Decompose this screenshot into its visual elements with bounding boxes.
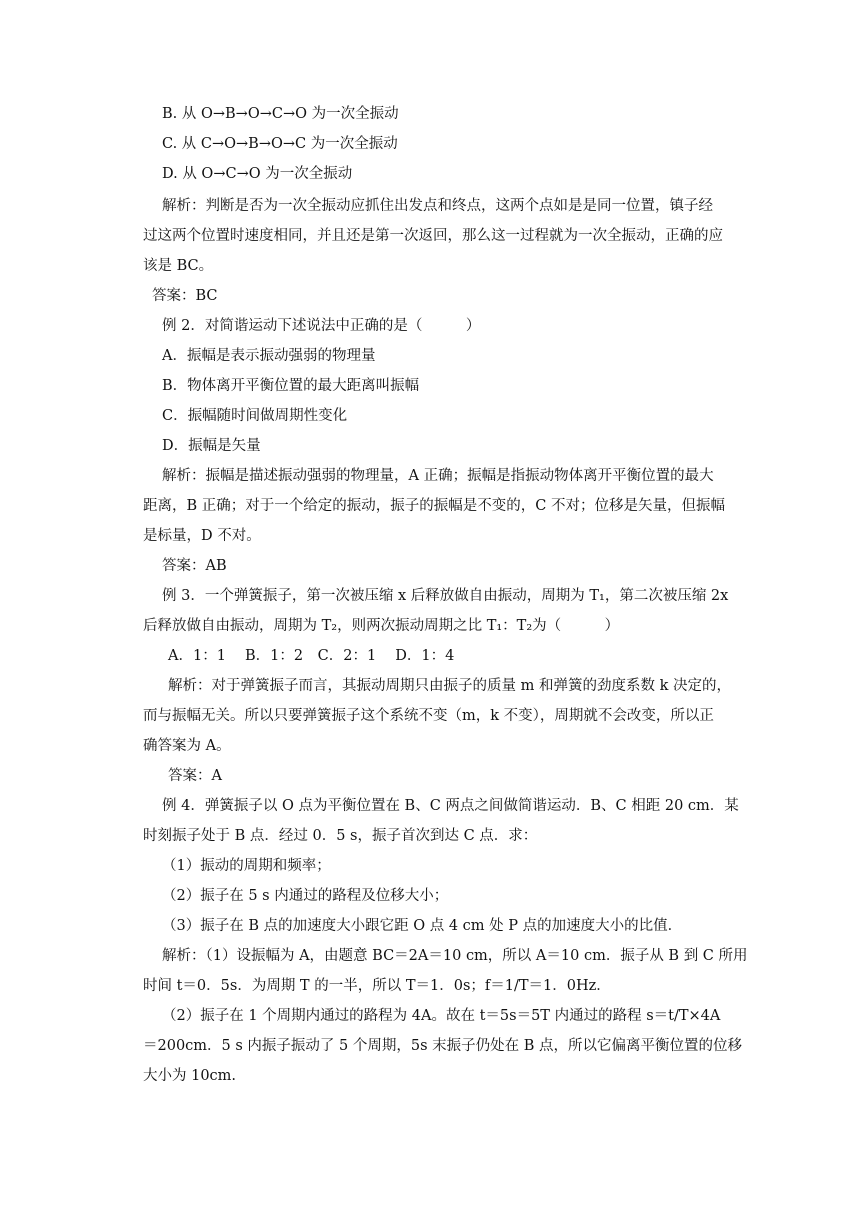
text-line: 过这两个位置时速度相同，并且还是第一次返回，那么这一过程就为一次全振动，正确的应 [143, 228, 723, 244]
text-line: 例 4．弹簧振子以 O 点为平衡位置在 B、C 两点之间做简谐运动．B、C 相距 20 cm．某 [162, 798, 739, 814]
text-line: 例 3．一个弹簧振子，第一次被压缩 x 后释放做自由振动，周期为 T₁，第二次被压缩 2x [162, 588, 729, 604]
text-line: 解析：振幅是描述振动强弱的物理量，A 正确；振幅是指振动物体离开平衡位置的最大 [162, 468, 714, 484]
text-line: 答案：AB [162, 558, 227, 574]
text-line: 答案：A [168, 768, 222, 784]
text-line: B．物体离开平衡位置的最大距离叫振幅 [162, 378, 420, 394]
text-line: D．振幅是矢量 [162, 438, 261, 454]
text-line: （2）振子在 1 个周期内通过的路程为 4A。故在 t＝5s＝5T 内通过的路程 s＝t/T×4A [162, 1008, 721, 1024]
text-line: 距离，B 正确；对于一个给定的振动，振子的振幅是不变的，C 不对；位移是矢量，但振幅 [143, 498, 725, 514]
text-line: 是标量，D 不对。 [143, 528, 261, 544]
text-line: 解析：（1）设振幅为 A，由题意 BC＝2A＝10 cm，所以 A＝10 cm．振子从 B 到 C 所用 [162, 948, 748, 964]
text-line: 解析：判断是否为一次全振动应抓住出发点和终点，这两个点如是是同一位置，镇子经 [162, 198, 713, 214]
text-line: （3）振子在 B 点的加速度大小跟它距 O 点 4 cm 处 P 点的加速度大小的比值． [162, 918, 683, 934]
text-line: C. 从 C→O→B→O→C 为一次全振动 [162, 136, 398, 152]
text-line: B. 从 O→B→O→C→O 为一次全振动 [162, 106, 399, 122]
text-line: A．振幅是表示振动强弱的物理量 [162, 348, 376, 364]
text-line: 答案：BC [152, 288, 218, 304]
text-line: 时刻振子处于 B 点．经过 0．5 s，振子首次到达 C 点．求： [143, 828, 538, 844]
text-line: D. 从 O→C→O 为一次全振动 [162, 166, 353, 182]
text-line: C．振幅随时间做周期性变化 [162, 408, 348, 424]
text-line: 解析：对于弹簧振子而言，其振动周期只由振子的质量 m 和弹簧的劲度系数 k 决定的， [168, 678, 731, 694]
text-line: A．1：1 B．1：2 C．2：1 D．1：4 [168, 648, 455, 664]
text-line: （2）振子在 5 s 内通过的路程及位移大小； [162, 888, 449, 904]
text-line: 时间 t＝0．5s．为周期 T 的一半，所以 T＝1．0s；f＝1/T＝1．0Hz． [143, 978, 611, 994]
text-line: 后释放做自由振动，周期为 T₂，则两次振动周期之比 T₁：T₂为（ ） [143, 618, 620, 634]
text-line: 确答案为 A。 [143, 738, 231, 754]
text-line: 而与振幅无关。所以只要弹簧振子这个系统不变（m，k 不变），周期就不会改变，所以正 [143, 708, 714, 724]
text-line: 例 2．对简谐运动下述说法中正确的是（ ） [162, 318, 481, 334]
text-line: 该是 BC。 [143, 258, 214, 274]
text-line: 大小为 10cm. [143, 1068, 237, 1084]
text-line: （1）振动的周期和频率； [162, 858, 331, 874]
text-line: ＝200cm．5 s 内振子振动了 5 个周期，5s 末振子仍处在 B 点，所以它偏离平衡位置的位移 [143, 1038, 743, 1054]
